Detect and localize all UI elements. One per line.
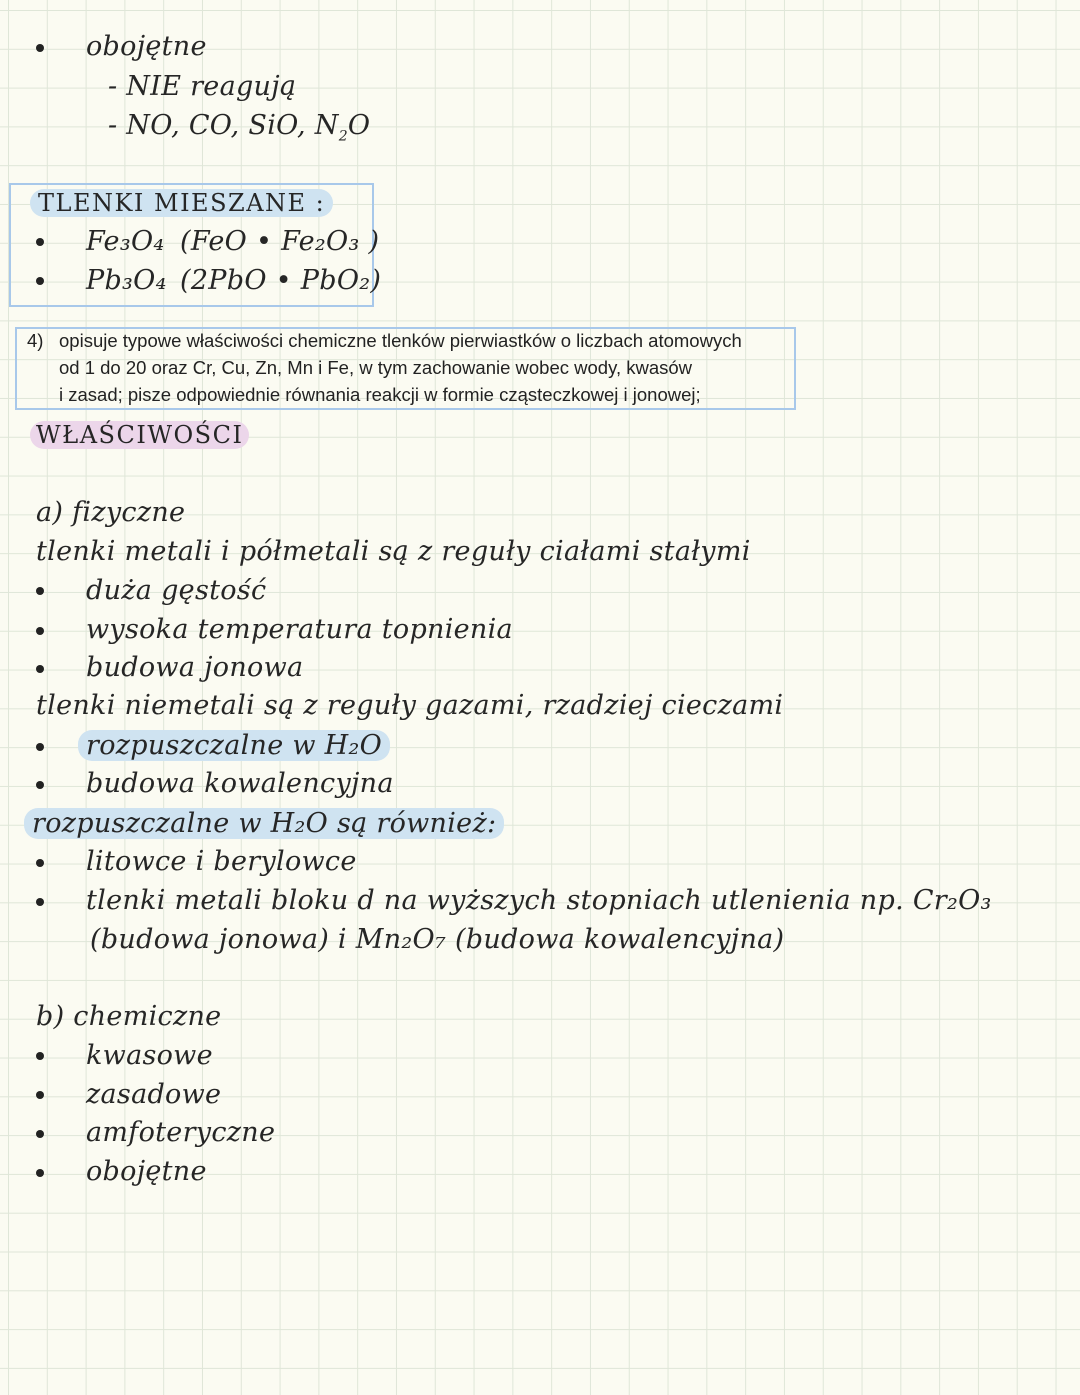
sub-item-nie-reaguja: - NIE reagują xyxy=(108,71,297,102)
list-item: duża gęstość xyxy=(86,575,267,606)
requirement-line: od 1 do 20 oraz Cr, Cu, Zn, Mn i Fe, w tym zachowanie wobec wody, kwasów xyxy=(59,357,693,378)
physical-heading: a) fizyczne xyxy=(36,497,186,528)
list-item: wysoka temperatura topnienia xyxy=(86,614,513,645)
bullet xyxy=(36,277,44,285)
requirement-line: opisuje typowe właściwości chemiczne tlenków pierwiastków o liczbach atomowych xyxy=(59,330,742,351)
properties-title: WŁAŚCIWOŚCI xyxy=(30,418,249,452)
mixed-oxide-detail: (FeO • Fe₂O₃ ) xyxy=(180,226,380,257)
list-item: amfoteryczne xyxy=(86,1117,276,1148)
bullet xyxy=(36,859,44,867)
list-item: obojętne xyxy=(86,1156,207,1187)
bullet xyxy=(36,898,44,906)
list-item: budowa jonowa xyxy=(86,652,304,683)
list-item: budowa kowalencyjna xyxy=(86,768,394,799)
bullet xyxy=(36,627,44,635)
list-item-obojetne: obojętne xyxy=(86,31,207,62)
bullet xyxy=(36,665,44,673)
list-item-highlighted: rozpuszczalne w H₂O xyxy=(78,729,390,763)
bullet xyxy=(36,44,44,52)
list-item: kwasowe xyxy=(86,1040,213,1071)
nonmetal-oxides-line: tlenki niemetali są z reguły gazami, rzadziej cieczami xyxy=(36,690,784,721)
soluble-heading: rozpuszczalne w H₂O są również: xyxy=(24,807,504,841)
bullet xyxy=(36,587,44,595)
list-item: zasadowe xyxy=(86,1079,222,1110)
bullet xyxy=(36,1169,44,1177)
bullet xyxy=(36,1052,44,1060)
chemical-heading: b) chemiczne xyxy=(36,1001,222,1032)
requirement-number: 4) xyxy=(27,330,44,351)
bullet xyxy=(36,1130,44,1138)
metal-oxides-line: tlenki metali i półmetali są z reguły ciałami stałymi xyxy=(36,536,751,567)
list-item: litowce i berylowce xyxy=(86,846,357,877)
bullet xyxy=(36,1091,44,1099)
mixed-oxide-formula: Fe₃O₄ xyxy=(86,226,165,257)
bullet xyxy=(36,781,44,789)
list-item: tlenki metali bloku d na wyższych stopniach utlenienia np. Cr₂O₃ xyxy=(86,885,992,916)
requirement-line: i zasad; pisze odpowiednie równania reakcji w formie cząsteczkowej i jonowej; xyxy=(59,384,701,405)
sub-item-examples: - NO, CO, SiO, $N_2O$ xyxy=(108,110,371,145)
bullet xyxy=(36,743,44,751)
list-item-continuation: (budowa jonowa) i Mn₂O₇ (budowa kowalencyjna) xyxy=(90,924,785,955)
bullet xyxy=(36,238,44,246)
mixed-oxide-formula: Pb₃O₄ xyxy=(86,265,167,296)
mixed-oxide-detail: (2PbO • PbO₂) xyxy=(180,265,382,296)
mixed-oxides-title: TLENKI MIESZANE : xyxy=(30,186,333,220)
